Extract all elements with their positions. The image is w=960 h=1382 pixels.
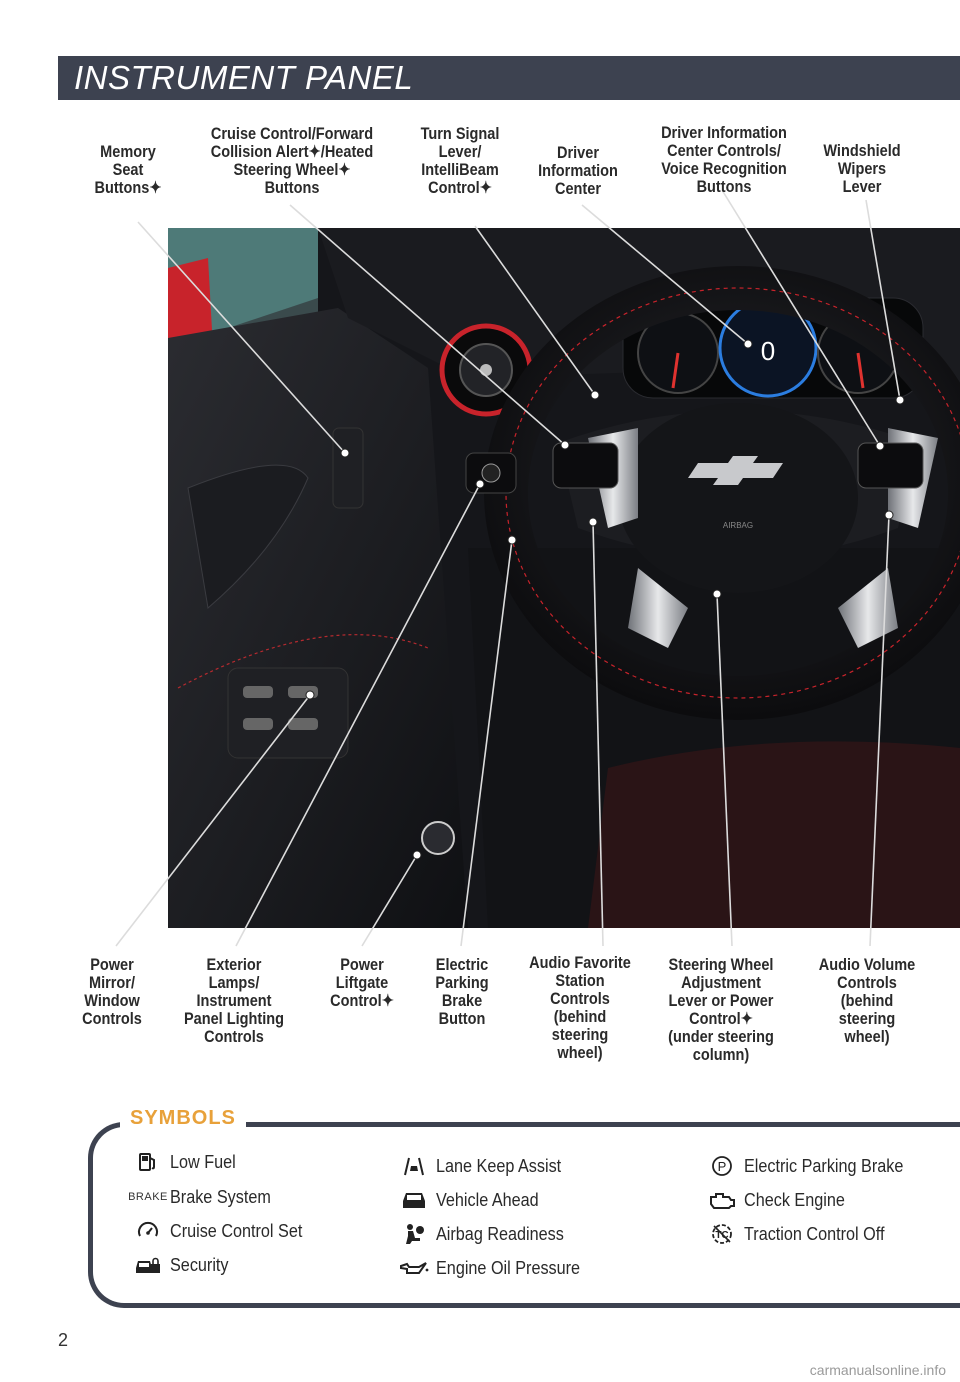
symbol-check-engine: [700, 1186, 856, 1214]
watermark: carmanualsonline.info: [809, 1362, 946, 1378]
airbag-icon: [392, 1222, 436, 1246]
parking-p-icon: [700, 1154, 744, 1178]
callout-turn-signal-lever: Turn Signal Lever/ IntelliBeam Control✦: [420, 125, 500, 197]
callout-cruise-control-buttons: Cruise Control/Forward Collision Alert✦/Heated Steering Wheel✦ Buttons: [210, 125, 374, 197]
traction-off-icon: [700, 1222, 744, 1246]
symbols-heading: SYMBOLS: [120, 1107, 246, 1130]
callout-audio-favorite-controls: Audio Favorite Station Controls (behind steering wheel): [529, 954, 631, 1062]
fuel-pump-icon: [126, 1151, 170, 1173]
symbol-electric-parking-brake: [700, 1152, 921, 1180]
speedometer-icon: [126, 1220, 170, 1242]
symbol-vehicle-ahead: [392, 1186, 550, 1214]
symbol-label: Cruise Control Set: [170, 1220, 303, 1241]
symbol-label: Airbag Readiness: [436, 1223, 564, 1244]
symbol-label: Traction Control Off: [744, 1223, 885, 1244]
symbol-label: Check Engine: [744, 1189, 845, 1210]
vehicle-ahead-icon: [392, 1189, 436, 1211]
instrument-panel-photo: [168, 228, 960, 928]
page-title: INSTRUMENT PANEL: [74, 59, 414, 96]
symbol-engine-oil-pressure: [392, 1254, 596, 1282]
brake-text-icon: BRAKE: [128, 1191, 168, 1203]
symbol-label: Low Fuel: [170, 1151, 236, 1172]
callout-driver-information-center: Driver Information Center: [538, 144, 618, 198]
dashboard-illustration: [168, 228, 960, 928]
svg-text:TC: TC: [715, 1230, 729, 1241]
symbol-label: Security: [170, 1254, 229, 1275]
svg-text:0: 0: [760, 336, 776, 366]
symbol-airbag-readiness: [392, 1220, 578, 1248]
symbol-lane-keep-assist: [392, 1152, 575, 1180]
symbol-label: Brake System: [170, 1186, 271, 1207]
symbol-label: Lane Keep Assist: [436, 1155, 562, 1176]
svg-text:P: P: [717, 1159, 727, 1174]
symbol-brake-system: [126, 1183, 282, 1211]
oil-can-icon: [392, 1258, 436, 1278]
callout-dic-controls: Driver Information Center Controls/ Voice Recognition Buttons: [661, 124, 787, 196]
callout-power-liftgate-control: Power Liftgate Control✦: [330, 956, 394, 1010]
callout-windshield-wipers-lever: Windshield Wipers Lever: [823, 142, 901, 196]
page-number: 2: [58, 1330, 69, 1350]
symbol-security: [126, 1251, 235, 1279]
callout-audio-volume-controls: Audio Volume Controls (behind steering wheel): [818, 956, 916, 1046]
symbol-label: Vehicle Ahead: [436, 1189, 539, 1210]
symbol-cruise-control-set: [126, 1217, 317, 1245]
svg-text:AIRBAG: AIRBAG: [722, 521, 754, 530]
symbol-label: Electric Parking Brake: [744, 1155, 904, 1176]
symbol-traction-control-off: [700, 1220, 900, 1248]
callout-exterior-lamps-controls: Exterior Lamps/ Instrument Panel Lighting Controls: [183, 956, 285, 1046]
car-lock-icon: [126, 1254, 170, 1276]
callout-memory-seat-buttons: Memory Seat Buttons✦: [94, 143, 162, 197]
lane-keep-icon: [392, 1155, 436, 1177]
callout-power-mirror-window-controls: Power Mirror/ Window Controls: [82, 956, 142, 1028]
symbol-label: Engine Oil Pressure: [436, 1257, 581, 1278]
callout-electric-parking-brake-button: Electric Parking Brake Button: [435, 956, 489, 1028]
symbol-low-fuel: [126, 1148, 243, 1176]
callout-steering-wheel-adjustment: Steering Wheel Adjustment Lever or Power Control✦ (under steering column): [668, 956, 774, 1064]
engine-icon: [700, 1189, 744, 1211]
